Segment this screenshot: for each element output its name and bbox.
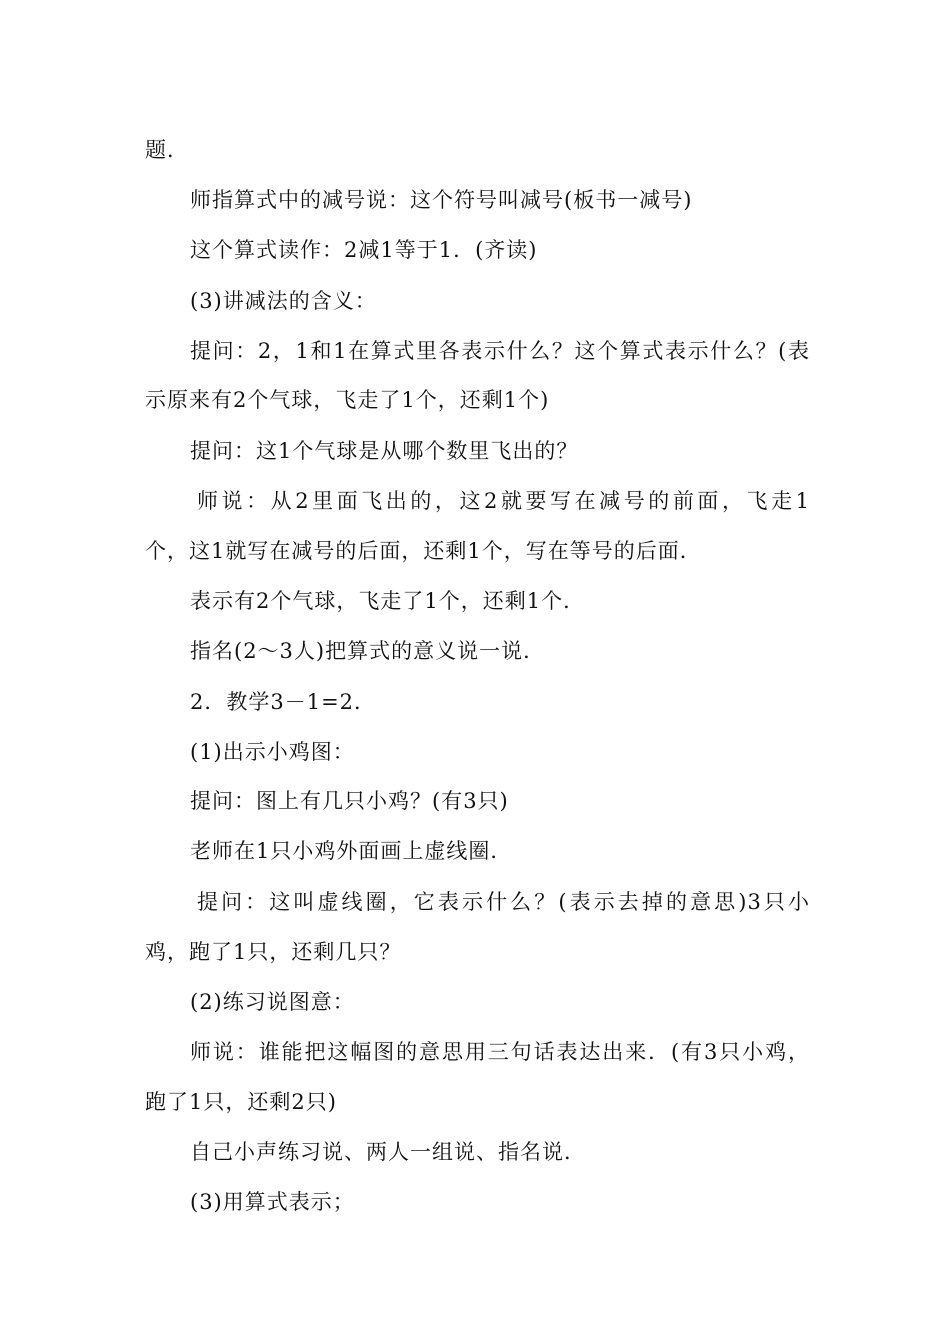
text-line: (3)用算式表示； [190,1190,355,1214]
text-line: 鸡，跑了1只，还剩几只？ [145,940,402,964]
text-line: 个，这1就写在减号的后面，还剩1个，写在等号的后面． [145,539,702,563]
text-line: 自己小声练习说、两人一组说、指名说． [190,1140,586,1164]
text-line: (1)出示小鸡图： [190,740,355,764]
text-line: 老师在1只小鸡外面画上虚线圈． [190,839,513,863]
text-line: 提问：这1个气球是从哪个数里飞出的？ [190,439,579,463]
text-line: (2)练习说图意： [190,990,355,1014]
text-line: 跑了1只，还剩2只) [145,1090,337,1114]
text-line: 提问：图上有几只小鸡？(有3只) [190,789,509,813]
text-line: 这个算式读作：2减1等于1．(齐读) [190,238,538,262]
text-line: 示原来有2个气球，飞走了1个，还剩1个) [145,388,550,412]
text-line: 提问：2，1和1在算式里各表示什么？这个算式表示什么？(表 [190,339,810,363]
text-line: (3)讲减法的含义： [190,289,377,313]
text-line: 师说：谁能把这幅图的意思用三句话表达出来．(有3只小鸡， [190,1040,810,1064]
text-line: 题． [145,138,189,162]
text-line: 提问：这叫虚线圈，它表示什么？(表示去掉的意思)3只小 [197,890,810,914]
text-line: 师指算式中的减号说：这个符号叫减号(板书一减号) [190,188,693,212]
text-line: 2．教学3－1=2． [190,690,377,714]
text-line: 表示有2个气球，飞走了1个，还剩1个． [190,589,586,613]
text-line: 师说：从2里面飞出的，这2就要写在减号的前面，飞走1 [197,489,810,513]
text-line: 指名(2～3人)把算式的意义说一说． [190,639,546,663]
